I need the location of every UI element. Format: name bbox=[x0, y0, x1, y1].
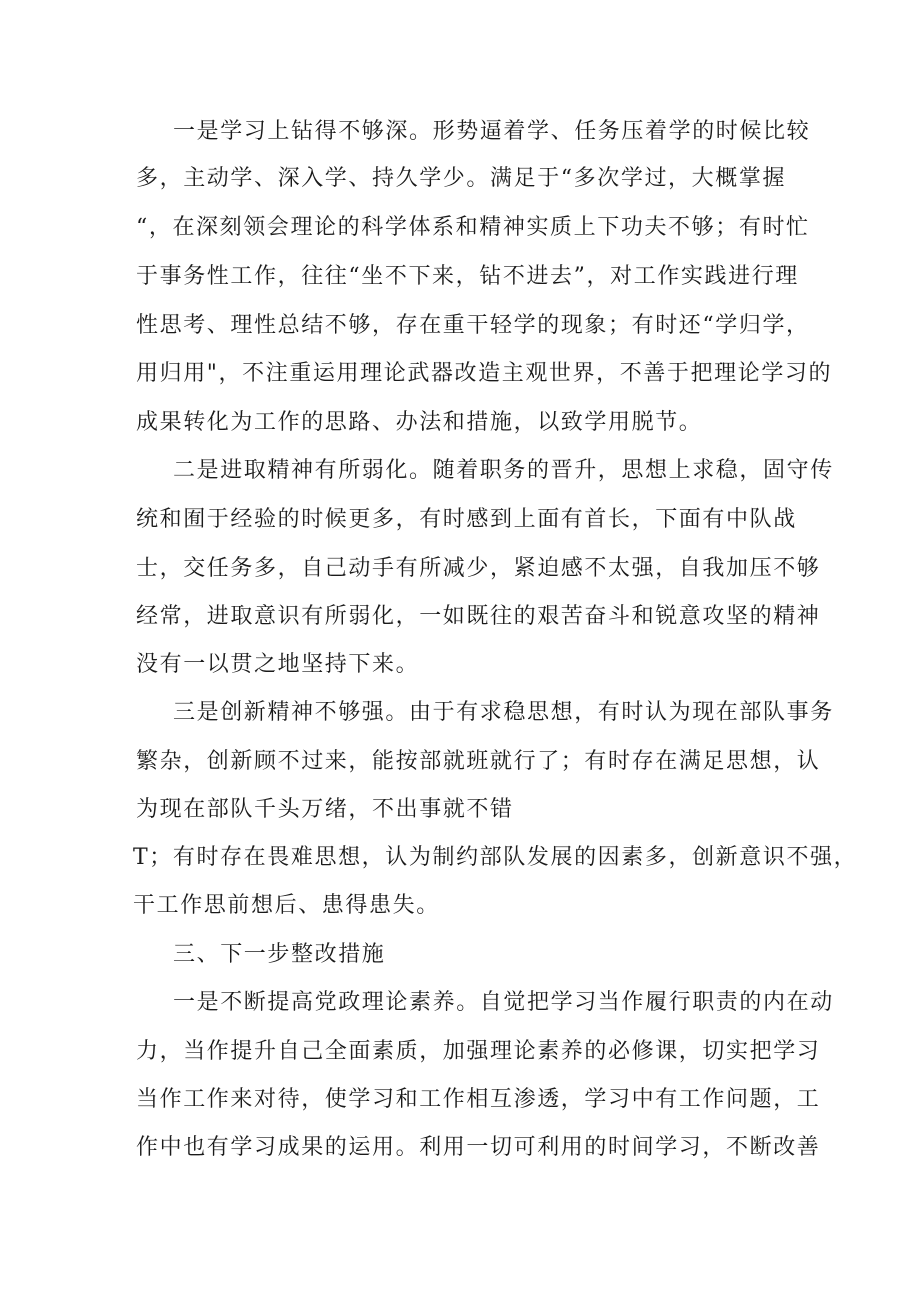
paragraph-2-line-5: 没有一以贯之地坚持下来。 bbox=[136, 652, 420, 677]
paragraph-1-line-1: 一是学习上钻得不够深。形势逼着学、任务压着学的时候比较 bbox=[173, 119, 811, 144]
paragraph-3-line-1: 三是创新精神不够强。由于有求稳思想，有时认为现在部队事务 bbox=[173, 700, 834, 725]
paragraph-3-line-5: 干工作思前想后、患得患失。 bbox=[133, 893, 440, 918]
section-heading: 三、下一步整改措施 bbox=[173, 942, 386, 967]
paragraph-1-line-2: 多，主动学、深入学、持久学少。满足于“多次学过，大概掌握 bbox=[136, 166, 787, 191]
paragraph-1-line-5: 性思考、理性总结不够，存在重干轻学的现象；有时还“学归学， bbox=[136, 313, 810, 338]
paragraph-1-line-4: 于事务性工作，往往“坐不下来，钻不进去”，对工作实践进行理 bbox=[136, 264, 799, 289]
paragraph-4-line-4: 作中也有学习成果的运用。利用一切可利用的时间学习，不断改善 bbox=[136, 1135, 821, 1160]
paragraph-2-line-1: 二是进取精神有所弱化。随着职务的晋升，思想上求稳，固守传 bbox=[173, 458, 834, 483]
paragraph-3-line-3: 为现在部队千头万绪，不出事就不错 bbox=[136, 797, 514, 822]
paragraph-2-line-4: 经常，进取意识有所弱化，一如既往的艰苦奋斗和锐意攻坚的精神 bbox=[136, 604, 821, 629]
paragraph-2-line-2: 统和囿于经验的时候更多，有时感到上面有首长，下面有中队战 bbox=[136, 507, 797, 532]
paragraph-1-line-7: 成果转化为工作的思路、办法和措施，以致学用脱节。 bbox=[136, 410, 703, 435]
paragraph-1-line-3: “，在深刻领会理论的科学体系和精神实质上下功夫不够；有时忙 bbox=[136, 215, 810, 240]
paragraph-4-line-1: 一是不断提高党政理论素养。自觉把学习当作履行职责的内在动 bbox=[173, 990, 834, 1015]
paragraph-1-line-6: 用归用"，不注重运用理论武器改造主观世界，不善于把理论学习的 bbox=[136, 361, 833, 386]
paragraph-3-line-4: T；有时存在畏难思想，认为制约部队发展的因素多，创新意识不强， bbox=[133, 845, 858, 870]
paragraph-3-line-2: 繁杂，创新顾不过来，能按部就班就行了；有时存在满足思想，认 bbox=[136, 749, 821, 774]
paragraph-4-line-2: 力，当作提升自己全面素质，加强理论素养的必修课，切实把学习 bbox=[136, 1039, 821, 1064]
paragraph-4-line-3: 当作工作来对待，使学习和工作相互渗透，学习中有工作问题，工 bbox=[136, 1087, 821, 1112]
paragraph-2-line-3: 士，交任务多，自己动手有所减少，紧迫感不太强，自我加压不够 bbox=[136, 556, 821, 581]
